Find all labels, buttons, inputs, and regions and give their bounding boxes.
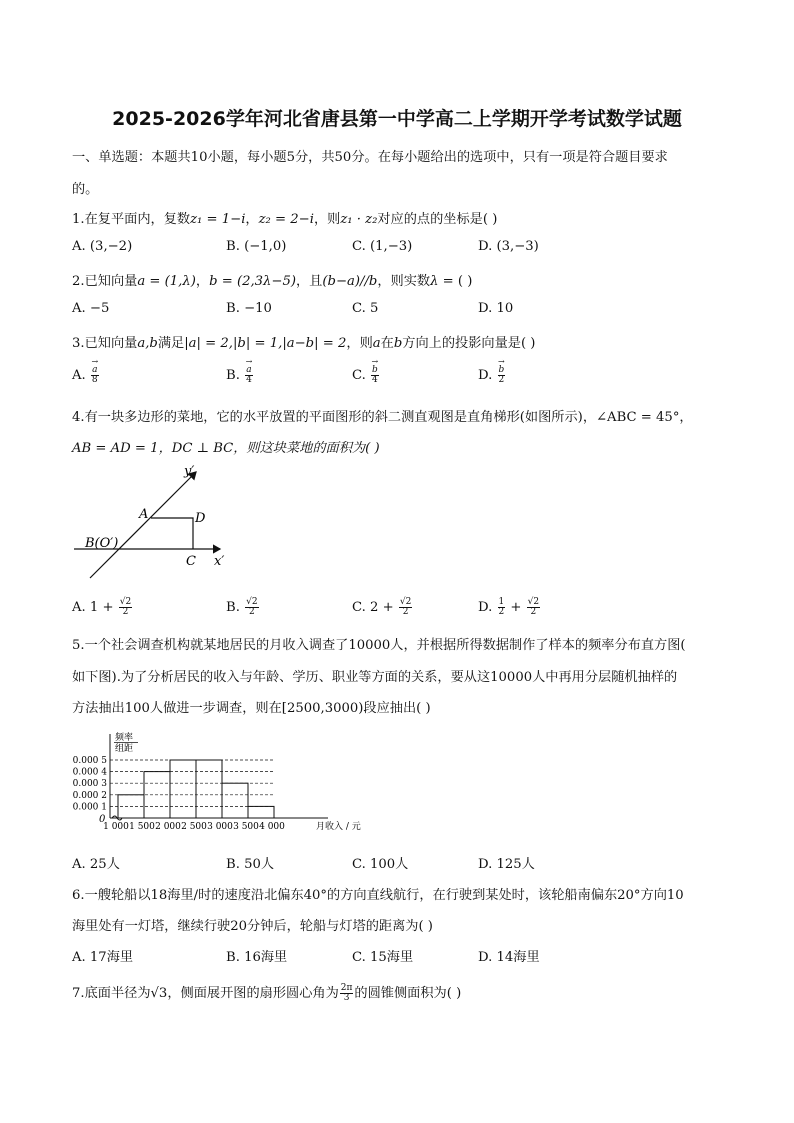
section-heading-line1: 一、单选题：本题共10小题，每小题5分，共50分。在每小题给出的选项中，只有一项是符合题目要求 (72, 150, 668, 165)
label-y: y′ (184, 464, 195, 479)
y-tick-label: 0.000 2 (72, 790, 107, 801)
option-c[interactable]: C. 2 + $\frac{√2}{2}$ (352, 597, 412, 617)
x-tick-label: 1 000 (103, 822, 129, 832)
option-c[interactable]: C. 100人 (352, 857, 409, 872)
option-a[interactable]: A. (3,−2) (72, 239, 133, 254)
option-d[interactable]: D. → $\frac{b}{2}$ (478, 366, 506, 385)
option-a[interactable]: A. 25人 (72, 857, 120, 872)
x-tick-label: 3 000 (207, 822, 233, 832)
x-tick-label: 1 500 (129, 822, 155, 832)
option-d[interactable]: D. 14海里 (478, 950, 540, 965)
frequency-histogram (66, 728, 386, 838)
option-b[interactable]: B. 16海里 (226, 950, 288, 965)
question-6-stem-line1: 6.一艘轮船以18海里/时的速度沿北偏东40°的方向直线航行，在行驶到某处时，该轮船南偏东20°方向10 (72, 888, 684, 903)
question-1-options (72, 239, 732, 259)
label-c: C (186, 554, 196, 569)
trapezoid-figure (70, 460, 240, 585)
label-d: D (195, 511, 206, 526)
question-5-options (72, 853, 732, 873)
option-b[interactable]: B. −10 (226, 301, 272, 316)
y-tick-label: 0.000 4 (72, 767, 107, 778)
option-c[interactable]: C. → $\frac{b}{4}$ (352, 366, 380, 385)
section-heading-line2: 的。 (72, 182, 99, 197)
x-tick-label: 4 000 (259, 822, 285, 832)
question-7-stem: 7.底面半径为√3，侧面展开图的扇形圆心角为 $\frac{2\pi}{3}$ 的圆锥侧面积为( ) (72, 983, 462, 1003)
histogram-bar (170, 760, 196, 818)
question-4-stem-line1: 4.有一块多边形的菜地，它的水平放置的平面图形的斜二测直观图是直角梯形(如图所示)，∠ABC = 45°， (72, 410, 693, 425)
x-tick-label: 2 000 (155, 822, 181, 832)
question-5-stem-line3: 方法抽出100人做进一步调查，则在[2500,3000)段应抽出( ) (72, 701, 431, 716)
question-2-options (72, 301, 732, 321)
hist-ylabel-bottom: 组距 (115, 744, 134, 754)
y-tick-label: 0.000 1 (72, 802, 107, 813)
option-b[interactable]: B. → $\frac{a}{4}$ (226, 366, 254, 385)
question-1-stem: 1.在复平面内，复数z₁ = 1−i，z₂ = 2−i，则z₁ · z₂对应的点的坐标是( ) (72, 212, 498, 227)
option-a[interactable]: A. −5 (72, 301, 110, 316)
question-4-stem-line2: AB = AD = 1，DC ⊥ BC，则这块菜地的面积为( ) (72, 441, 380, 456)
hist-ylabel-top: 频率 (115, 733, 134, 743)
histogram-bar (248, 806, 274, 818)
label-x: x′ (214, 554, 225, 569)
option-b[interactable]: B. (−1,0) (226, 239, 287, 254)
hist-xlabel: 月收入 / 元 (316, 822, 361, 832)
option-d[interactable]: D. 10 (478, 301, 514, 316)
question-2-stem: 2.已知向量a = (1,λ)，b = (2,3λ−5)，且(b−a)//b，则实数λ = ( ) (72, 274, 473, 289)
histogram-bar (222, 783, 248, 818)
hist-origin: 0 (99, 814, 106, 825)
histogram-bar (196, 760, 222, 818)
label-b: B(O′) (85, 536, 119, 551)
option-c[interactable]: C. (1,−3) (352, 239, 413, 254)
option-a[interactable]: A. 17海里 (72, 950, 134, 965)
question-6-options (72, 946, 732, 966)
x-tick-label: 3 500 (233, 822, 259, 832)
option-b[interactable]: B. $\frac{√2}{2}$ (226, 597, 258, 617)
x-tick-label: 2 500 (181, 822, 207, 832)
question-5-stem-line1: 5.一个社会调查机构就某地居民的月收入调查了10000人，并根据所得数据制作了样本的频率分布直方图( (72, 638, 686, 653)
option-c[interactable]: C. 15海里 (352, 950, 414, 965)
option-c[interactable]: C. 5 (352, 301, 379, 316)
question-4-options (72, 598, 732, 618)
option-d[interactable]: D. 125人 (478, 857, 535, 872)
question-6-stem-line2: 海里处有一灯塔，继续行驶20分钟后，轮船与灯塔的距离为( ) (72, 919, 433, 934)
question-3-stem: 3.已知向量a,b满足|a| = 2,|b| = 1,|a−b| = 2，则a在b方向上的投影向量是( ) (72, 336, 536, 351)
label-a: A (139, 507, 149, 522)
option-a[interactable]: A. 1 + $\frac{√2}{2}$ (72, 597, 132, 617)
option-d[interactable]: D. $\frac{1}{2}$ + $\frac{√2}{2}$ (478, 597, 540, 617)
page-title: 2025-2026学年河北省唐县第一中学高二上学期开学考试数学试题 (112, 108, 682, 130)
y-tick-label: 0.000 5 (72, 756, 107, 766)
option-a[interactable]: A. → $\frac{a}{8}$ (72, 366, 100, 385)
question-3-options (72, 366, 732, 386)
option-b[interactable]: B. 50人 (226, 857, 275, 872)
trapezoid-edges (151, 518, 193, 549)
option-d[interactable]: D. (3,−3) (478, 239, 539, 254)
y-tick-label: 0.000 3 (72, 779, 107, 790)
question-5-stem-line2: 如下图).为了分析居民的收入与年龄、学历、职业等方面的关系，要从这10000人中再用分层随机抽样的 (72, 670, 678, 685)
y-axis (90, 472, 196, 578)
